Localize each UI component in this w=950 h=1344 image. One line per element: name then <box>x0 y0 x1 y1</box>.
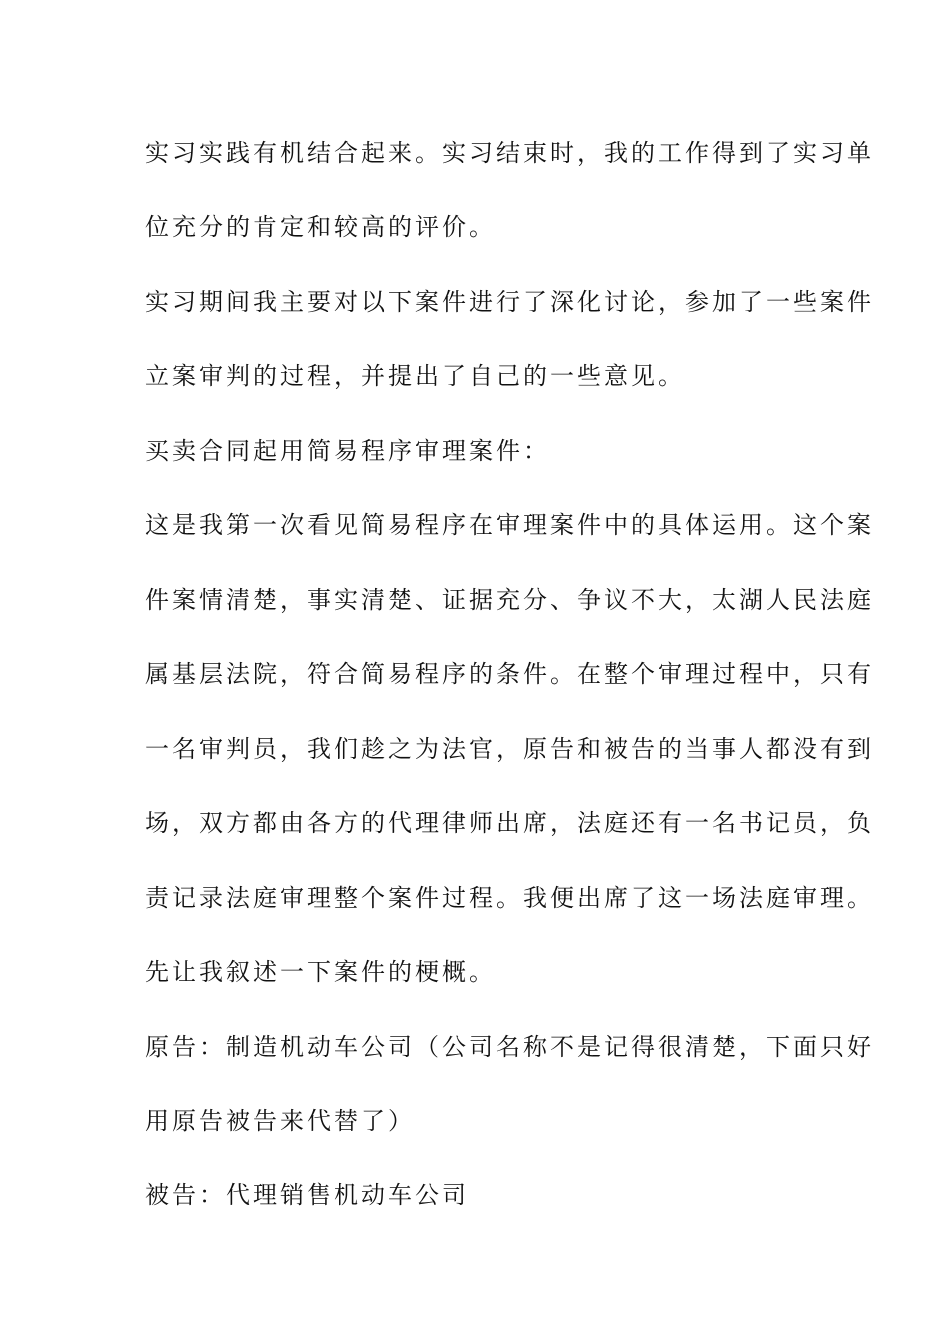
text-line-15: 被告：代理销售机动车公司 <box>145 1181 469 1209</box>
text-line-11: 责记录法庭审理整个案件过程。我便出席了这一场法庭审理。 <box>145 884 874 912</box>
text-line-6: 这是我第一次看见简易程序在审理案件中的具体运用。这个案 <box>145 511 874 539</box>
text-line-5: 买卖合同起用简易程序审理案件： <box>145 437 550 465</box>
text-line-1: 实习实践有机结合起来。实习结束时，我的工作得到了实习单 <box>145 139 874 167</box>
text-line-10: 场，双方都由各方的代理律师出席，法庭还有一名书记员，负 <box>145 809 874 837</box>
text-line-9: 一名审判员，我们趁之为法官，原告和被告的当事人都没有到 <box>145 735 874 763</box>
text-line-2: 位充分的肯定和较高的评价。 <box>145 213 496 241</box>
text-line-13: 原告：制造机动车公司（公司名称不是记得很清楚，下面只好 <box>145 1033 874 1061</box>
text-line-14: 用原告被告来代替了） <box>145 1107 415 1135</box>
text-line-4: 立案审判的过程，并提出了自己的一些意见。 <box>145 362 685 390</box>
text-line-7: 件案情清楚，事实清楚、证据充分、争议不大，太湖人民法庭 <box>145 586 874 614</box>
text-line-8: 属基层法院，符合简易程序的条件。在整个审理过程中，只有 <box>145 660 874 688</box>
text-line-3: 实习期间我主要对以下案件进行了深化讨论，参加了一些案件 <box>145 288 874 316</box>
text-line-12: 先让我叙述一下案件的梗概。 <box>145 958 496 986</box>
